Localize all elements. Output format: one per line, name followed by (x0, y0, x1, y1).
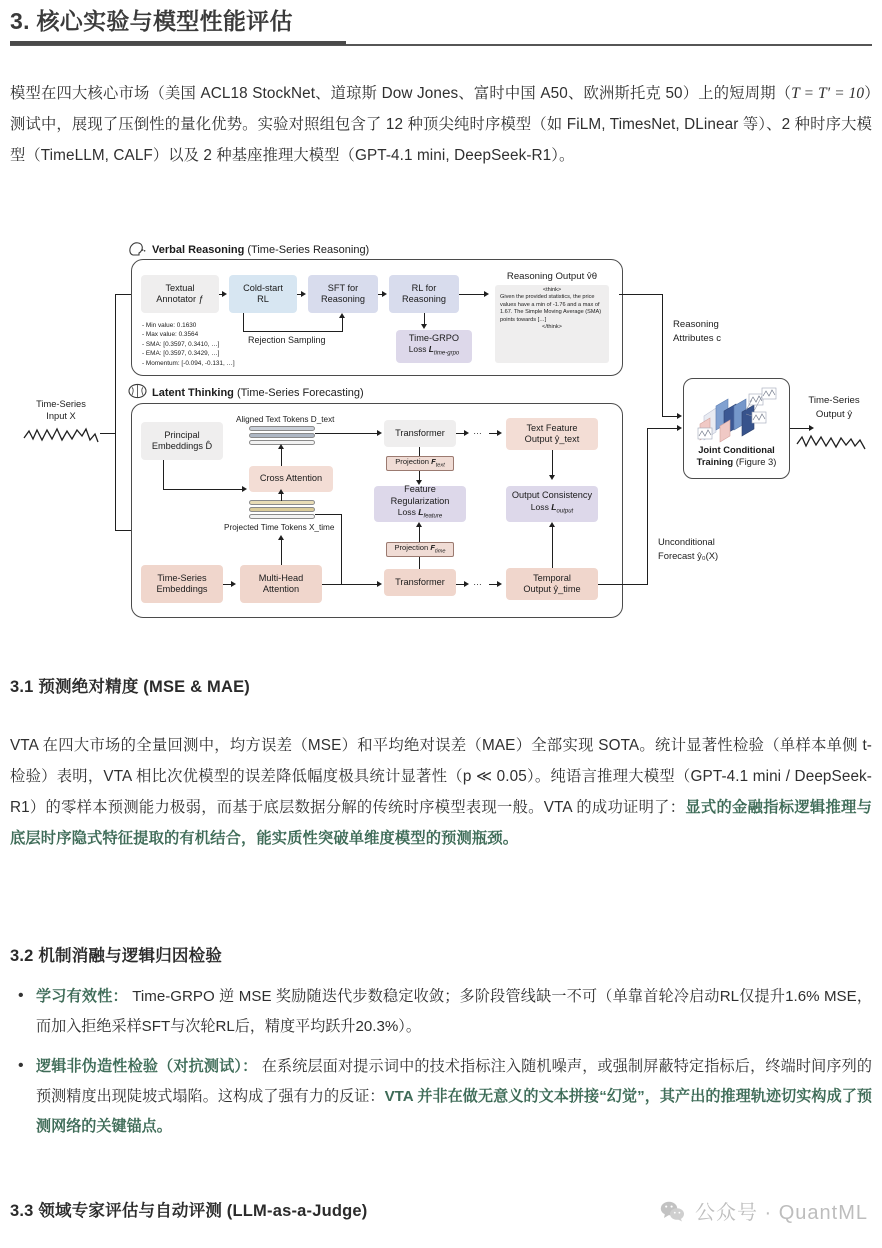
arrow-projtime-featureloss (416, 522, 422, 527)
latent-title-rest: (Time-Series Forecasting) (233, 387, 364, 399)
paragraph-3-1-highlight: 显式的金融指标逻辑推理与底层时序隐式特征提取的有机结合，能实质性突破单维度模型的预测瓶颈。 (10, 799, 872, 847)
node-time-grpo-loss[interactable] (396, 330, 472, 363)
token-bar (249, 514, 315, 519)
line-aligned-transformer (315, 433, 378, 434)
mha-line1: Multi-Head (258, 572, 304, 583)
wechat-icon (660, 1200, 686, 1222)
rejection-loop-arrow (339, 313, 345, 318)
rl-line2: Reasoning (402, 294, 446, 304)
architecture-figure (0, 232, 882, 642)
rl-line1: RL for (411, 282, 437, 293)
think-body: Given the provided statistics, the price values have a min of -1.76 and a max of 1.67. The Simple Moving Average (SMA) points towards […] (500, 294, 602, 323)
rejection-sampling-label: Rejection Sampling (248, 335, 326, 345)
line-branch-transformerbottom (341, 584, 377, 585)
grpo-line1: Time-GRPO (408, 332, 460, 343)
line-temporal-joint-v (647, 428, 648, 585)
node-cross-attention[interactable] (249, 466, 333, 492)
line-transformer-projtime (419, 557, 420, 569)
branch-latent (115, 530, 132, 531)
line-reasoning-attr-h (619, 294, 663, 295)
watermark (660, 1196, 868, 1225)
arrow-branch-transformerbottom (377, 581, 382, 587)
page-title-wrap (10, 6, 872, 40)
stat-ema: - EMA: [0.3597, 0.3429, …] (142, 350, 220, 358)
node-timeseries-embeddings[interactable] (141, 565, 223, 603)
ellipsis-top: … (473, 426, 483, 436)
rejection-loop-v-right (342, 318, 343, 332)
neural-network-icon (694, 386, 780, 444)
ts-emb-line2: Embeddings (156, 584, 208, 594)
feature-loss-line2: Loss $L_{feature}$ (397, 507, 443, 521)
node-transformer-bottom[interactable] (384, 569, 456, 596)
node-textual-annotator[interactable] (141, 275, 219, 313)
node-reasoning-output[interactable] (493, 271, 611, 367)
rejection-loop-h (243, 331, 343, 332)
intro-formula: T = T′ = 10 (791, 85, 865, 102)
principal-line1: Principal (164, 429, 200, 440)
node-joint-conditional-training[interactable] (683, 378, 790, 479)
token-bar (249, 433, 315, 438)
latent-title-bold: Latent Thinking (152, 387, 234, 399)
bullet-2-text: 在系统层面对提示词中的技术指标注入随机噪声，或强制屏蔽特定指标后，终端时间序列的预测精度出现陡坡式塌陷。这构成了强有力的反证： (36, 1058, 872, 1105)
stat-momentum: - Momentum: [-0.094, -0.131, …] (142, 359, 235, 367)
cross-attention-label: Cross Attention (259, 473, 323, 484)
node-temporal-output[interactable] (506, 568, 598, 600)
arrow-temporal-outputloss (549, 522, 555, 527)
node-rl-reasoning[interactable] (389, 275, 459, 313)
reasoning-attr-line2: Attributes c (673, 333, 721, 344)
grpo-line2: Loss $L_{time-grpo}$ (408, 344, 460, 357)
arrow-cross-aligned (278, 444, 284, 449)
proj-ftime-label: Projection $F_{time}$ (394, 542, 446, 555)
mha-line2: Attention (262, 584, 300, 594)
title-rule-thick (10, 41, 346, 45)
temporal-line2: Output ŷ_time (523, 584, 581, 594)
intro-paragraph (10, 78, 872, 171)
node-feature-regularization-loss[interactable] (374, 486, 466, 522)
latent-panel-title (152, 387, 364, 399)
node-sft-reasoning[interactable] (308, 275, 378, 313)
projected-tokens-label: Projected Time Tokens X_time (224, 523, 335, 532)
node-transformer-top[interactable] (384, 420, 456, 447)
line-mha-tokens (281, 540, 282, 565)
text-feature-line1: Text Feature (526, 422, 578, 433)
textual-annotator-line2: Annotator ƒ (156, 294, 204, 304)
proj-ftext-label: Projection $F_{text}$ (395, 456, 445, 469)
output-label-line2: Output ŷ (815, 409, 853, 420)
feature-loss-line1: Feature Regularization (390, 484, 450, 506)
projected-time-tokens-stack (249, 500, 315, 522)
line-mha-transformerbottom-a (322, 584, 342, 585)
arrow-joint-in (677, 425, 682, 431)
joint-figure-ref: (Figure 3) (735, 455, 777, 467)
node-projection-ftext[interactable] (386, 456, 454, 471)
node-text-feature-output[interactable] (506, 418, 598, 450)
bullet-item-learning-effectiveness (10, 982, 872, 1042)
transformer-top-label: Transformer (395, 427, 445, 438)
uncond-line2: Forecast ŷ₀(X) (658, 550, 719, 561)
arrow-mha-tokens (278, 535, 284, 540)
stat-sma: - SMA: [0.3597, 0.3410, …] (142, 340, 220, 348)
paragraph-3-1-body: VTA 在四大市场的全量回测中，均方误差（MSE）和平均绝对误差（MAE）全部实现 SOTA。统计显著性检验（单样本单侧 t-检验）表明，VTA 相比次优模型的误差降低幅度极具统计显著性（p ≪ 0.05）。纯语言推理大模型（GPT-4.1 mini / DeepSeek-R1）的零样本预测能力极弱，而基于底层数据分解的传统时序模型表现一般。VTA 的成功证明了： (10, 737, 872, 816)
token-bar (249, 507, 315, 512)
input-connector-h (100, 433, 116, 434)
brain-icon (128, 383, 147, 399)
output-signal-icon (795, 432, 873, 454)
arrow-reasoning-attr (677, 413, 682, 419)
output-label (790, 394, 878, 422)
bullet-2-highlight: VTA 并非在做无意义的文本拼接“幻觉”，其产出的推理轨迹切实构成了预测网络的关键锚点。 (36, 1088, 872, 1135)
arrow-aligned-transformer (377, 430, 382, 436)
line-rl-reasoningoutput (459, 294, 486, 295)
principal-line2: Embeddings D̂ (151, 441, 213, 451)
ellipsis-bottom: … (473, 577, 483, 587)
reasoning-attributes-label (673, 318, 721, 346)
output-loss-line2: Loss $L_{output}$ (530, 501, 574, 515)
node-projection-ftime[interactable] (386, 542, 454, 557)
arrow-tsemb-mha (231, 581, 236, 587)
arrow-transformer-dots-top (464, 430, 469, 436)
bullet-1-text: Time-GRPO 逆 MSE 奖励随迭代步数稳定收敛；多阶段管线缺一不可（单靠首轮冷启动RL仅提升1.6% MSE，而加入拒绝采样SFT与次轮RL后，精度平均跃升20.3%）。 (36, 988, 872, 1035)
arrow-textfeature-outputloss (549, 475, 555, 480)
arrow-rl-grpo (421, 324, 427, 329)
arrow-transformer-dots-bottom (464, 581, 469, 587)
heading-3-3: 3.3 领域专家评估与自动评测 (LLM-as-a-Judge) (10, 1202, 368, 1220)
bullet-list-3-2 (10, 982, 872, 1152)
textual-annotator-line1: Textual (165, 282, 195, 293)
intro-part-1: 模型在四大核心市场（美国 ACL18 StockNet、道琼斯 Dow Jones、富时中国 A50、欧洲斯托克 50）上的短周期（ (10, 85, 792, 102)
stat-max: - Max value: 0.3564 (142, 331, 199, 339)
input-signal-icon (22, 424, 102, 446)
watermark-text: 公众号 · QuantML (694, 1202, 868, 1224)
reasoning-attr-line1: Reasoning (673, 319, 719, 330)
verbal-title-bold: Verbal Reasoning (152, 244, 245, 256)
input-label-line2: Input X (46, 411, 76, 421)
line-tokens-branch-v (341, 514, 342, 585)
line-annotator-coldstart (219, 294, 224, 295)
input-label (22, 398, 100, 422)
line-reasoning-attr-join (662, 416, 678, 417)
output-loss-line1: Output Consistency (511, 490, 593, 501)
output-label-line1: Time-Series (808, 395, 860, 406)
verbal-title-rest: (Time-Series Reasoning) (244, 244, 370, 256)
node-cold-start-rl[interactable] (229, 275, 297, 313)
arrow-dots-temporal (497, 581, 502, 587)
line-coldstart-sft (297, 294, 303, 295)
joint-title-bold: Joint Conditional (698, 443, 775, 455)
arrow-tokens-cross (278, 489, 284, 494)
line-sft-rl (378, 294, 384, 295)
cold-start-line2: RL (257, 294, 269, 304)
think-open-tag: <think> (542, 287, 562, 293)
line-cross-aligned (281, 449, 282, 466)
uncond-line1: Unconditional (658, 536, 715, 547)
unconditional-forecast-label (658, 535, 718, 563)
speaking-head-icon (129, 241, 147, 257)
sft-line1: SFT for (327, 282, 359, 293)
sft-line2: Reasoning (321, 294, 365, 304)
stat-min: - Min value: 0.1630 (142, 322, 197, 329)
temporal-line1: Temporal (533, 572, 571, 583)
text-feature-line2: Output ŷ_text (524, 434, 580, 444)
line-joint-in (647, 428, 678, 429)
line-principal-cross-v (163, 460, 164, 490)
line-textfeature-outputloss (552, 450, 553, 476)
node-output-consistency-loss[interactable] (506, 486, 598, 522)
bullet-1-label: 学习有效性： (36, 988, 128, 1005)
annotator-stats (142, 321, 235, 368)
joint-subtitle: Training (Figure 3) (696, 455, 777, 467)
joint-title (698, 444, 775, 456)
line-tokens-branch-h (315, 514, 342, 515)
cold-start-line1: Cold-start (243, 282, 283, 293)
input-label-line1: Time-Series (36, 399, 86, 409)
arrow-joint-output (809, 425, 814, 431)
bullet-2-label: 逻辑非伪造性检验（对抗测试）： (36, 1058, 258, 1075)
line-temporal-outputloss (552, 527, 553, 568)
page-title: 3. 核心实验与模型性能评估 (10, 8, 293, 34)
rejection-loop-v-left (243, 313, 244, 332)
token-bar (249, 426, 315, 431)
line-temporal-joint-h (598, 584, 648, 585)
paragraph-3-1 (10, 730, 872, 854)
intro-part-2: ）测试中，展现了压倒性的量化优势。实验对照组包含了 12 种顶尖纯时序模型（如 FiLM, TimesNet, DLinear 等）、2 种时序大模型（TimeLLM, CALF）以及 2 种基座推理大模型（GPT-4.1 mini, DeepSeek-R1）。 (10, 85, 872, 164)
line-joint-output (790, 428, 810, 429)
aligned-tokens-label: Aligned Text Tokens D_text (236, 415, 335, 424)
line-principal-cross-h (163, 489, 243, 490)
line-reasoning-attr-v (662, 294, 663, 417)
arrow-dots-textfeature (497, 430, 502, 436)
bullet-item-adversarial-test (10, 1052, 872, 1142)
ts-emb-line1: Time-Series (157, 572, 207, 583)
think-close-tag: </think> (542, 324, 562, 331)
reasoning-think-block (495, 285, 609, 363)
node-multihead-attention[interactable] (240, 565, 322, 603)
branch-verbal (115, 294, 132, 295)
reasoning-output-title: Reasoning Output v̂θ (506, 271, 598, 282)
input-trunk-v (115, 294, 116, 530)
transformer-bottom-label: Transformer (395, 576, 445, 587)
arrow-principal-cross (242, 486, 247, 492)
node-principal-embeddings[interactable] (141, 422, 223, 460)
verbal-panel-title (152, 244, 369, 256)
heading-3-1: 3.1 预测绝对精度 (MSE & MAE) (10, 678, 251, 696)
line-projtime-featureloss (419, 527, 420, 542)
heading-3-2: 3.2 机制消融与逻辑归因检验 (10, 947, 223, 965)
